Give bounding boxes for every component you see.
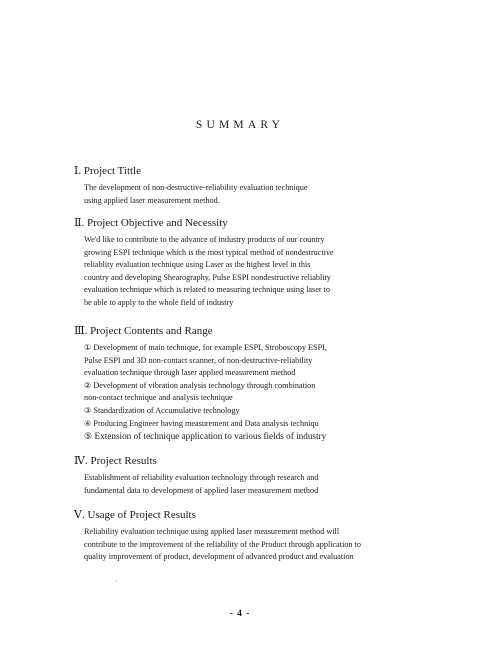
section-project-results [74,454,414,497]
section-line: reliablity evaluation technique using Laser as the highest level in this [84,260,311,270]
section-heading: Ⅰ. Project Tittle [74,165,141,177]
list-item: ③ Standardization of Accumulative technology [84,405,240,415]
list-item-continuation: Pulse ESPI and 3D non-contact scanner, of non-destructive-reliability [84,355,313,365]
page-number: - 4 - [229,609,251,619]
section-line: be able to apply to the whole field of industry [84,297,234,307]
list-item: ④ Producing Engineer having measurement and Data analysis techniqu [84,418,319,428]
section-line: Establishment of reliability evaluation technology through research and [84,473,319,482]
list-item-continuation: evaluation technique through laser applied measurement method [84,368,296,378]
section-line: using applied laser measurement method. [84,195,220,205]
section-contents-range [74,324,414,443]
section-line: Reliability evaluation technique using applied laser measurement method will [84,527,340,536]
section-heading: Ⅲ. Project Contents and Range [74,325,213,337]
section-heading: Ⅴ. Usage of Project Results [74,509,196,521]
section-project-title [74,164,414,207]
section-heading: Ⅱ. Project Objective and Necessity [74,217,228,229]
section-line: We'd like to contribute to the advance of industry products of our country [84,235,325,244]
section-heading: Ⅳ. Project Results [74,455,157,467]
section-line: evaluation technique which is related to measuring technique using laser to [84,285,331,295]
section-line: fundamental data to development of applied laser measurement method [84,485,319,495]
section-line: quality improvement of product, development of advanced product and evaluation [84,552,354,562]
page-title: SUMMARY [195,119,285,131]
section-line: contribute to the improvement of the reliability of the Product through application to [84,539,361,549]
list-item: ⑤ Extension of technique application to various fields of industry [84,431,327,442]
list-item-continuation: non-contact technique and analysis technique [84,393,233,403]
list-item: ② Development of vibration analysis technology through combination [84,380,316,390]
section-line: country and developing Shearography, Pulse ESPI nondestructive reliablity [84,272,331,282]
scan-speck [116,581,117,582]
section-objective-necessity [74,216,414,310]
section-usage-results [74,508,414,564]
section-line: growing ESPI technique which is the most typical method of nondestructive [84,247,334,257]
section-line: The development of non-destructive-reliability evaluation technique [84,183,308,192]
list-item: ① Development of main technique, for example ESPI, Stroboscopy ESPI, [84,343,327,352]
